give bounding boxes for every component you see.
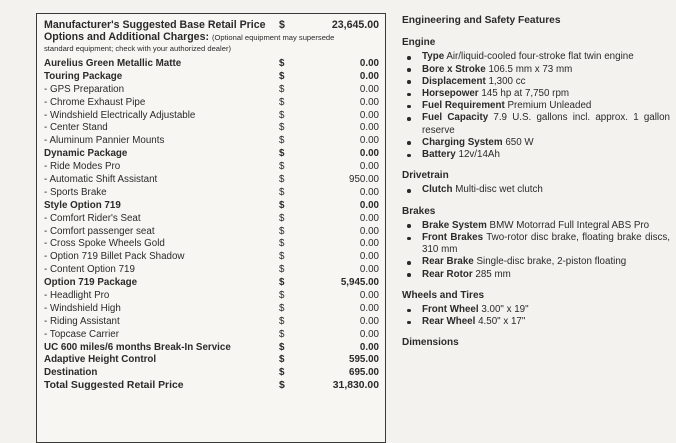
- option-currency: $: [279, 109, 285, 121]
- spec-key: Front Wheel: [422, 304, 479, 316]
- spec-key: Rear Brake: [422, 256, 474, 268]
- spec-value: Air/liquid-cooled four-stroke flat twin engine: [446, 51, 634, 63]
- options-label: Options and Additional Charges:: [44, 31, 209, 43]
- option-amount: 0.00: [359, 58, 379, 69]
- option-row: [44, 290, 379, 303]
- spec-item: [402, 76, 670, 88]
- option-amount: 0.00: [359, 186, 379, 198]
- option-amount: 0.00: [359, 122, 379, 134]
- specs-title: Engineering and Safety Features: [402, 15, 561, 26]
- total-currency: $: [279, 380, 285, 392]
- option-row: [44, 238, 379, 251]
- msrp-row: [44, 19, 379, 31]
- spec-key: Bore x Stroke: [422, 63, 486, 75]
- spec-key: Battery: [422, 149, 456, 161]
- option-currency: $: [279, 122, 285, 134]
- spec-key: Rear Rotor: [422, 268, 473, 280]
- spec-item: [402, 100, 670, 112]
- option-currency: $: [279, 354, 285, 366]
- spec-item: [402, 51, 670, 63]
- option-row: [44, 213, 379, 226]
- option-label: - Content Option 719: [44, 264, 135, 276]
- spec-value: 4.50" x 17": [478, 316, 526, 328]
- option-label: Adaptive Height Control: [44, 354, 157, 366]
- spec-value: Premium Unleaded: [507, 100, 592, 112]
- option-currency: $: [279, 199, 285, 211]
- spec-value: 7.9 U.S. gallons incl. approx. 1 gallon reserve: [422, 112, 670, 136]
- option-currency: $: [279, 212, 285, 224]
- option-label: - Automatic Shift Assistant: [44, 174, 158, 186]
- option-amount: 0.00: [359, 212, 379, 224]
- spec-value: 3.00" x 19": [481, 304, 529, 316]
- option-label: - Comfort Rider's Seat: [44, 212, 141, 224]
- spec-key: Fuel Requirement: [422, 100, 505, 112]
- option-currency: $: [279, 161, 285, 173]
- option-currency: $: [279, 174, 285, 186]
- option-row: [44, 277, 379, 290]
- option-row: [44, 342, 379, 355]
- option-row: [44, 174, 379, 187]
- spec-groups: [402, 37, 670, 349]
- spec-key: Horsepower: [422, 88, 479, 100]
- option-amount: 0.00: [359, 199, 379, 211]
- option-amount: 0.00: [359, 251, 379, 263]
- option-row: [44, 187, 379, 200]
- option-amount: 0.00: [359, 83, 379, 95]
- option-amount: 595.00: [349, 354, 379, 366]
- option-currency: $: [279, 225, 285, 237]
- option-row: [44, 264, 379, 277]
- option-row: [44, 316, 379, 329]
- option-currency: $: [279, 264, 285, 276]
- options-note-1: (Optional equipment may supersede: [211, 33, 335, 42]
- spec-key: Charging System: [422, 136, 503, 148]
- total-amount: 31,830.00: [332, 380, 379, 392]
- option-label: - Topcase Carrier: [44, 328, 119, 340]
- total-label: Total Suggested Retail Price: [44, 380, 184, 392]
- spec-item: [402, 269, 670, 281]
- option-label: - Riding Assistant: [44, 315, 120, 327]
- msrp-amount: 23,645.00: [331, 19, 379, 31]
- option-label: Dynamic Package: [44, 148, 128, 160]
- option-row: [44, 135, 379, 148]
- specs-column: [402, 15, 670, 359]
- option-row: [44, 84, 379, 97]
- msrp-currency: $: [279, 19, 285, 31]
- option-currency: $: [279, 328, 285, 340]
- option-label: - Center Stand: [44, 122, 108, 134]
- option-amount: 0.00: [359, 225, 379, 237]
- option-label: - Headlight Pro: [44, 290, 110, 302]
- msrp-label: Manufacturer's Suggested Base Retail Price: [44, 19, 266, 31]
- option-currency: $: [279, 83, 285, 95]
- option-currency: $: [279, 290, 285, 302]
- option-amount: 0.00: [359, 290, 379, 302]
- spec-item: [402, 88, 670, 100]
- spec-value: Single-disc brake, 2-piston floating: [476, 256, 627, 268]
- spec-key: Front Brakes: [422, 232, 484, 244]
- option-row: [44, 161, 379, 174]
- option-amount: 0.00: [359, 109, 379, 121]
- option-currency: $: [279, 135, 285, 147]
- option-amount: 0.00: [359, 315, 379, 327]
- option-label: - Cross Spoke Wheels Gold: [44, 238, 165, 250]
- option-row: [44, 226, 379, 239]
- option-amount: 0.00: [359, 70, 379, 82]
- option-row: [44, 200, 379, 213]
- spec-value: 12v/14Ah: [458, 149, 500, 161]
- spec-value: 285 mm: [475, 268, 511, 280]
- spec-list: [402, 184, 670, 196]
- option-row: [44, 122, 379, 135]
- option-label: - Windshield High: [44, 302, 121, 314]
- option-label: - Sports Brake: [44, 186, 107, 198]
- option-label: - Comfort passenger seat: [44, 225, 155, 237]
- spec-item: [402, 64, 670, 76]
- spec-key: Type: [422, 51, 445, 63]
- option-currency: $: [279, 302, 285, 314]
- spec-value: BMW Motorrad Full Integral ABS Pro: [489, 219, 650, 231]
- total-row: [44, 380, 379, 393]
- option-label: - GPS Preparation: [44, 83, 125, 95]
- option-row: [44, 97, 379, 110]
- option-amount: 0.00: [359, 341, 379, 353]
- option-currency: $: [279, 148, 285, 160]
- option-amount: 695.00: [349, 367, 379, 379]
- options-list: [44, 58, 379, 380]
- spec-group-title: Drivetrain: [402, 170, 449, 182]
- option-label: Destination: [44, 367, 98, 379]
- option-row: [44, 148, 379, 161]
- spec-value: 650 W: [505, 136, 534, 148]
- spec-key: Brake System: [422, 219, 487, 231]
- spec-value: Multi-disc wet clutch: [455, 184, 543, 196]
- option-label: - Aluminum Pannier Mounts: [44, 135, 165, 147]
- option-amount: 0.00: [359, 328, 379, 340]
- spec-key: Rear Wheel: [422, 316, 476, 328]
- option-amount: 0.00: [359, 96, 379, 108]
- option-currency: $: [279, 315, 285, 327]
- option-label: Style Option 719: [44, 199, 121, 211]
- option-amount: 950.00: [349, 174, 379, 186]
- spec-value: 145 hp at 7,750 rpm: [481, 88, 570, 100]
- spec-list: [402, 304, 670, 328]
- option-label: Touring Package: [44, 70, 123, 82]
- option-amount: 0.00: [359, 264, 379, 276]
- option-row: [44, 354, 379, 367]
- options-note-2: standard equipment; check with your authorized dealer): [44, 44, 231, 53]
- spec-list: [402, 220, 670, 281]
- option-currency: $: [279, 277, 285, 289]
- option-row: [44, 71, 379, 84]
- spec-item: [402, 232, 670, 256]
- option-currency: $: [279, 341, 285, 353]
- spec-key: Displacement: [422, 75, 486, 87]
- spec-value: 1,300 cc: [488, 75, 526, 87]
- option-currency: $: [279, 96, 285, 108]
- spec-value: Two-rotor disc brake, floating brake discs, 310 mm: [422, 232, 671, 256]
- spec-item: [402, 304, 670, 316]
- spec-item: [402, 316, 670, 328]
- option-row: [44, 58, 379, 71]
- option-currency: $: [279, 367, 285, 379]
- option-label: - Option 719 Billet Pack Shadow: [44, 251, 185, 263]
- spec-item: [402, 184, 670, 196]
- spec-group-title: Engine: [402, 37, 436, 49]
- spec-list: [402, 51, 670, 161]
- option-amount: 0.00: [359, 148, 379, 160]
- option-label: Option 719 Package: [44, 277, 138, 289]
- spec-item: [402, 112, 670, 136]
- spec-group-title: Dimensions: [402, 337, 459, 349]
- option-label: - Ride Modes Pro: [44, 161, 121, 173]
- option-currency: $: [279, 251, 285, 263]
- option-row: [44, 251, 379, 264]
- option-amount: 0.00: [359, 135, 379, 147]
- option-currency: $: [279, 186, 285, 198]
- option-label: - Windshield Electrically Adjustable: [44, 109, 196, 121]
- spec-item: [402, 256, 670, 268]
- option-amount: 5,945.00: [340, 277, 379, 289]
- price-sheet-box: [36, 13, 386, 443]
- option-row: [44, 303, 379, 316]
- option-currency: $: [279, 70, 285, 82]
- option-label: Aurelius Green Metallic Matte: [44, 58, 182, 69]
- option-row: [44, 329, 379, 342]
- spec-value: 106.5 mm x 73 mm: [488, 63, 573, 75]
- option-amount: 0.00: [359, 238, 379, 250]
- option-currency: $: [279, 238, 285, 250]
- spec-key: Clutch: [422, 184, 453, 196]
- option-currency: $: [279, 58, 285, 69]
- option-row: [44, 367, 379, 380]
- option-amount: 0.00: [359, 161, 379, 173]
- spec-group-title: Wheels and Tires: [402, 289, 485, 301]
- spec-item: [402, 149, 670, 161]
- spec-group-title: Brakes: [402, 205, 436, 217]
- option-label: - Chrome Exhaust Pipe: [44, 96, 146, 108]
- options-heading: [44, 31, 379, 44]
- spec-key: Fuel Capacity: [422, 112, 489, 124]
- spec-item: [402, 137, 670, 149]
- spec-item: [402, 220, 670, 232]
- option-label: UC 600 miles/6 months Break-In Service: [44, 341, 231, 353]
- option-row: [44, 110, 379, 123]
- option-amount: 0.00: [359, 302, 379, 314]
